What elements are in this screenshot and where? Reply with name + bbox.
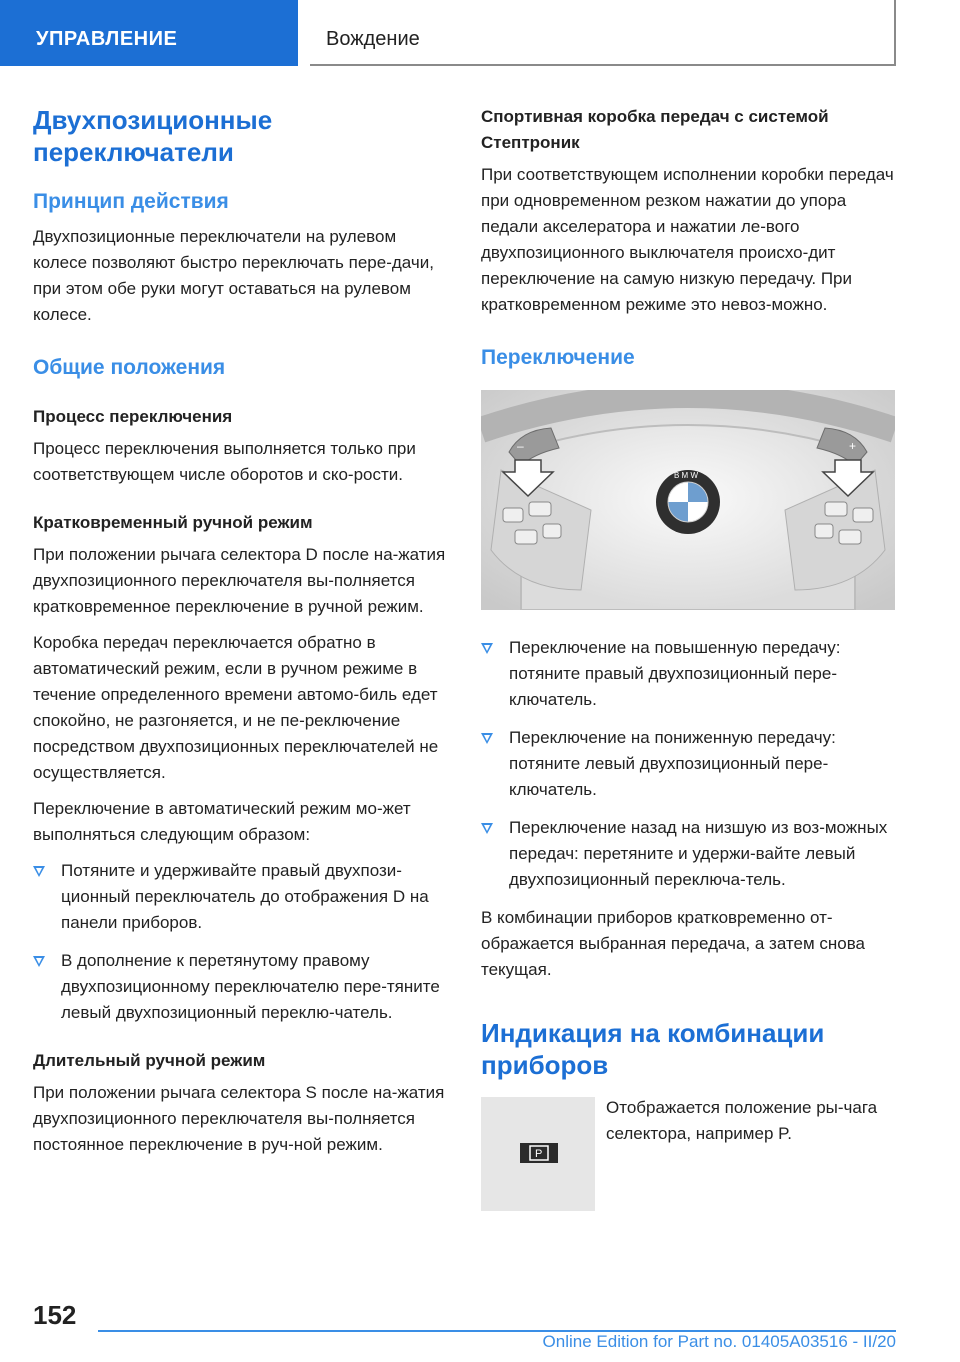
list-item-text: В дополнение к перетянутому правому двухпозиционному переключателю пере-тяните левый двухпозиционный переклю-чатель. xyxy=(61,951,440,1022)
triangle-bullet-icon xyxy=(33,866,45,877)
switching-heading: Переключение xyxy=(481,346,635,369)
long-manual-text: При положении рычага селектора S после на-жатия двухпозиционного переключателя вы-полняется постоянное переключение в руч-ной режим. xyxy=(33,1083,445,1154)
header-chapter-title: Вождение xyxy=(310,0,896,66)
plus-paddle-label: + xyxy=(849,439,857,453)
switching-bullet-list xyxy=(481,635,896,893)
indicator-text: Отображается положение ры-чага селектора, например P. xyxy=(606,1098,878,1143)
triangle-bullet-icon xyxy=(481,823,493,834)
list-item xyxy=(481,725,896,803)
combo-text: В комбинации приборов кратковременно от-ображается выбранная передача, а затем снова текущая. xyxy=(481,908,866,979)
general-heading: Общие положения xyxy=(33,356,226,379)
sport-heading: Спортивная коробка передач с системой Стептроник xyxy=(481,107,829,152)
indicator-block xyxy=(481,1095,896,1215)
bmw-logo-icon xyxy=(656,470,720,534)
short-manual-text-2: Коробка передач переключается обратно в автоматический режим, если в ручном режиме в течение определенного времени автомо-биль едет спокойно, не разгоняется, и не пе-реключение посредством двухпозиционных переключателей не осуществляется. xyxy=(33,633,439,782)
sport-text: При соответствующем исполнении коробки передач при одновременном резком нажатии до упора педали акселератора и нажатии ле-вого двухпозиционного выключателя происхо-дит переключение на самую низкую передачу. При кратковременном режиме это невоз-можно. xyxy=(481,165,894,314)
left-column xyxy=(33,104,448,1168)
right-column xyxy=(481,104,896,1215)
list-item xyxy=(481,635,896,713)
principle-text: Двухпозиционные переключатели на рулевом колесе позволяют быстро переключать пере-дачи, при этом обе руки могут оставаться на рулевом колесе. xyxy=(33,227,434,324)
long-manual-heading: Длительный ручной режим xyxy=(33,1051,266,1070)
list-item-text: Переключение на пониженную передачу: потяните левый двухпозиционный пере-ключатель. xyxy=(509,728,836,799)
triangle-bullet-icon xyxy=(481,733,493,744)
gear-indicator-label: P xyxy=(535,1148,543,1160)
process-heading: Процесс переключения xyxy=(33,407,233,426)
list-item-text: Переключение назад на низшую из воз-можных передач: перетяните и удержи-вайте левый двухпозиционный переключа-тель. xyxy=(509,818,888,889)
header-section-tab: УПРАВЛЕНИЕ xyxy=(0,0,298,66)
list-item-text: Переключение на повышенную передачу: потяните правый двухпозиционный пере-ключатель. xyxy=(509,638,841,709)
list-item xyxy=(481,815,896,893)
gear-indicator-figure xyxy=(481,1097,595,1211)
list-item xyxy=(33,858,448,936)
principle-heading: Принцип действия xyxy=(33,190,229,213)
svg-text:B M W: B M W xyxy=(674,471,698,480)
list-item xyxy=(33,948,448,1026)
triangle-bullet-icon xyxy=(481,643,493,654)
short-manual-text-1: При положении рычага селектора D после на-жатия двухпозиционного переключателя вы-полняется кратковременное переключение в ручной режим. xyxy=(33,545,446,616)
process-text: Процесс переключения выполняется только при соответствующем числе оборотов и ско-рости. xyxy=(33,439,416,484)
minus-paddle-label: – xyxy=(517,439,524,453)
page-number: 152 xyxy=(33,1300,77,1330)
indicator-heading: Индикация на комбинации приборов xyxy=(481,1018,825,1080)
list-item-text: Потяните и удерживайте правый двухпози-ционный переключатель до отображения D на панели приборов. xyxy=(61,861,429,932)
short-manual-heading: Кратковременный ручной режим xyxy=(33,513,313,532)
footer-edition: Online Edition for Part no. 01405A03516 - II/20 xyxy=(542,1332,896,1351)
steering-wheel-paddles-figure xyxy=(481,390,895,610)
triangle-bullet-icon xyxy=(33,956,45,967)
short-manual-text-3: Переключение в автоматический режим мо-жет выполняться следующим образом: xyxy=(33,799,411,844)
page-title: Двухпозиционные переключатели xyxy=(33,105,273,167)
auto-mode-bullet-list xyxy=(33,858,448,1026)
